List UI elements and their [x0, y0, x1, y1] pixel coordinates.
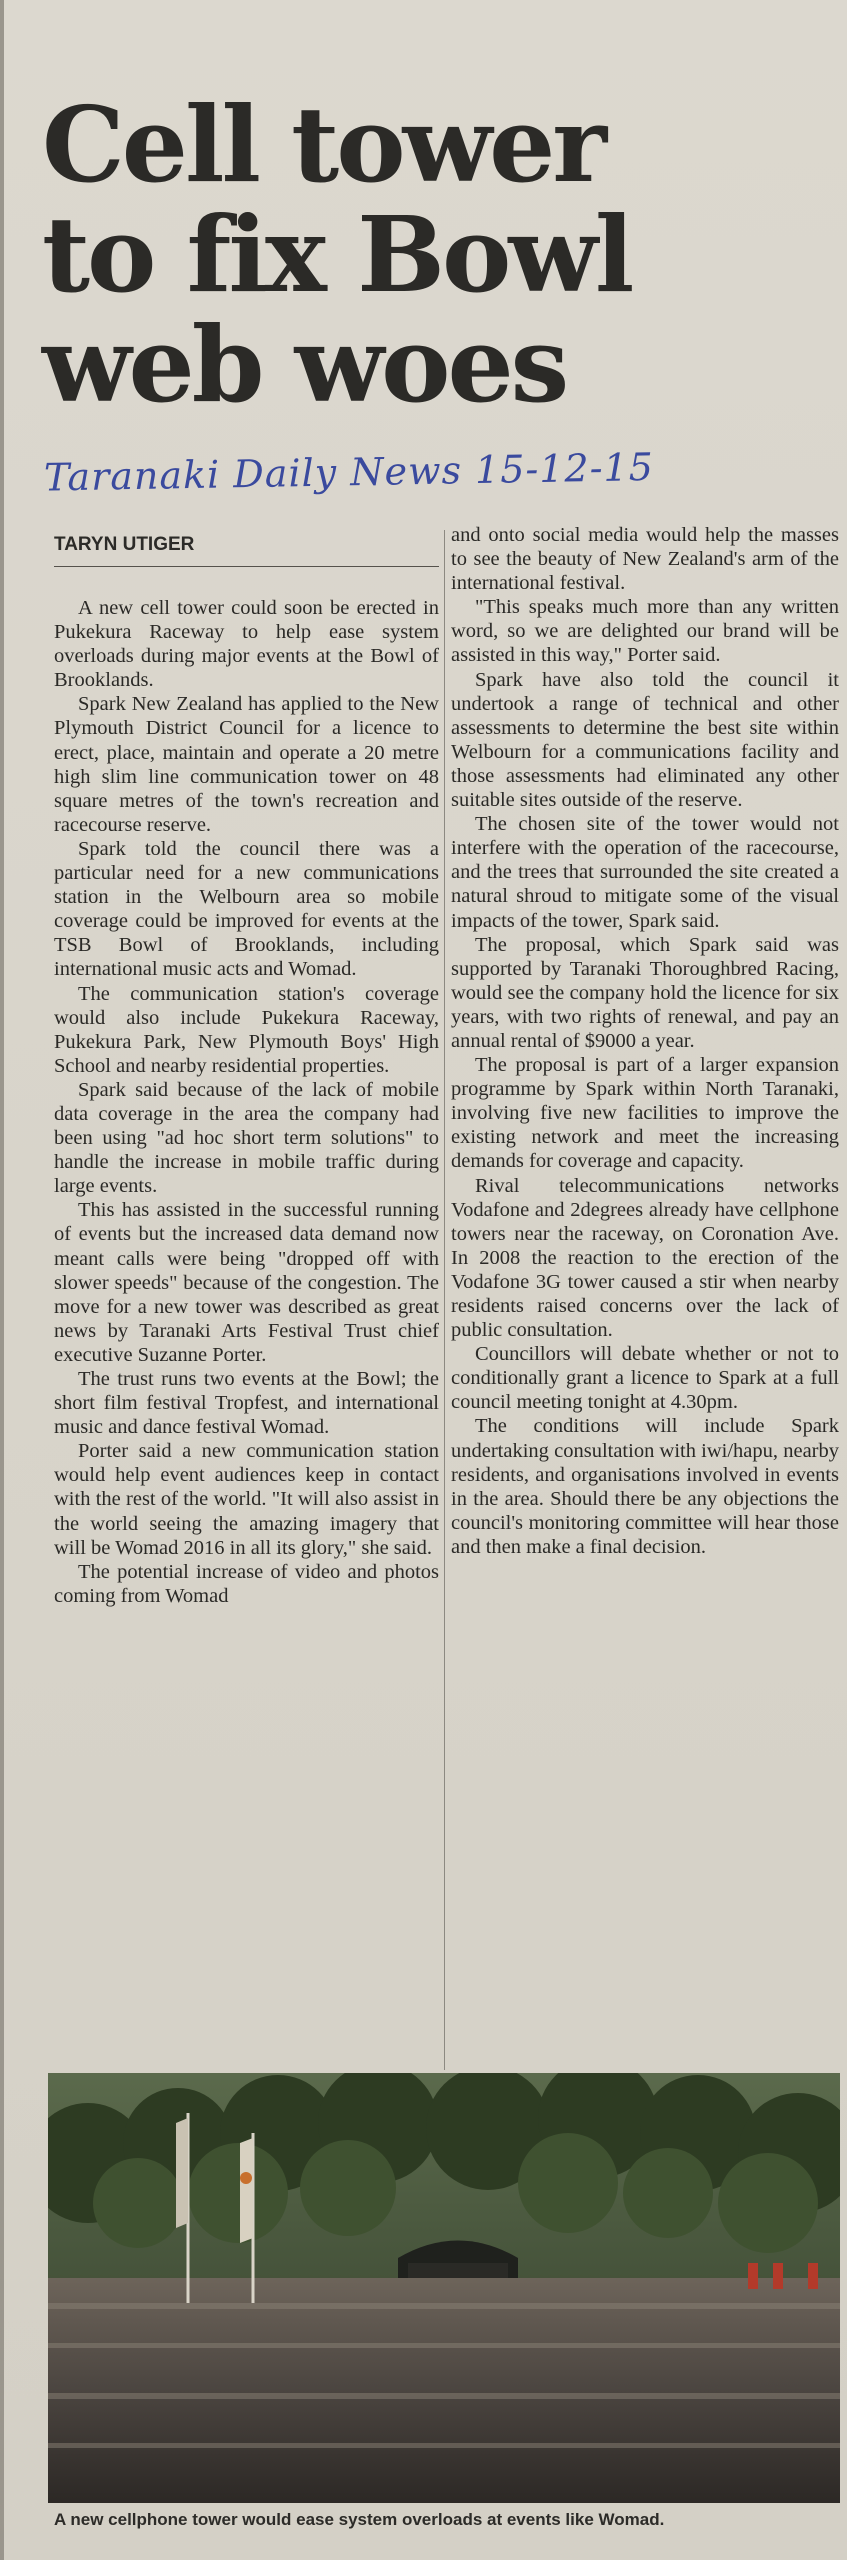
photo-caption: A new cellphone tower would ease system overloads at events like Womad.	[54, 2510, 665, 2529]
paragraph: Councillors will debate whether or not to conditionally grant a licence to Spark at a full council meeting tonight at 4.30pm.	[451, 1343, 839, 1414]
paragraph: Rival telecommunications networks Vodafone and 2degrees already have cellphone towers near the raceway, on Coronation Ave. In 2008 the reaction to the erection of the Vodafone 3G tower caused a stir when nearby residents raised concerns over the lack of public consultation.	[451, 1174, 839, 1342]
headline-line: Cell tower	[42, 82, 605, 206]
paragraph: The communication station's coverage would also include Pukekura Raceway, Pukekura Park, New Plymouth Boys' High School and nearby residential properties.	[54, 982, 439, 1077]
headline-line: to fix Bowl	[42, 192, 632, 316]
handwritten-source-note: Taranaki Daily News 15-12-15	[43, 444, 655, 500]
paragraph: Porter said a new communication station would help event audiences keep in contact with the rest of the world. "It will also assist in the world seeing the amazing imagery that will be Womad 2016 in all its glory," she said.	[54, 1440, 439, 1559]
paragraph: The trust runs two events at the Bowl; the short film festival Tropfest, and international music and dance festival Womad.	[54, 1368, 439, 1439]
column-divider	[444, 530, 445, 2070]
paragraph: A new cell tower could soon be erected in Pukekura Raceway to help ease system overloads during major events at the Bowl of Brooklands.	[54, 597, 439, 692]
paragraph: Spark New Zealand has applied to the New Plymouth District Council for a licence to erect, place, maintain and operate a 20 metre high slim line communication tower on 48 square metres of the town's recreation and racecourse reserve.	[54, 693, 439, 836]
paragraph: The potential increase of video and photos coming from Womad	[54, 1560, 439, 1607]
headline	[42, 82, 842, 426]
article-column-left	[54, 596, 439, 1608]
paragraph: and onto social media would help the masses to see the beauty of New Zealand's arm of the international festival.	[451, 524, 839, 595]
paragraph: The conditions will include Spark undertaking consultation with iwi/hapu, nearby residents, and organisations involved in events in the area. Should there be any objections the council's monitoring committee will hear those and then make a final decision.	[451, 1415, 839, 1558]
paragraph: The proposal is part of a larger expansion programme by Spark within North Taranaki, involving five new facilities to improve the existing network and meet the increasing demands for coverage and capacity.	[451, 1054, 839, 1173]
paragraph: This has assisted in the successful running of events but the increased data demand now meant calls were being "dropped off with slower speeds" because of the congestion. The move for a new tower was described as great news by Taranaki Arts Festival Trust chief executive Suzanne Porter.	[54, 1199, 439, 1366]
paragraph: The proposal, which Spark said was supported by Taranaki Thoroughbred Racing, would see the company hold the licence for six years, with two rights of renewal, and pay an annual rental of $9000 a year.	[451, 933, 839, 1052]
byline: TARYN UTIGER	[54, 534, 439, 567]
crowd-scene-illustration	[48, 2073, 840, 2503]
paragraph: "This speaks much more than any written word, so we are delighted our brand will be assisted in this way," Porter said.	[451, 596, 839, 667]
article-column-right	[451, 523, 839, 1559]
paragraph: Spark said because of the lack of mobile data coverage in the area the company had been using "ad hoc short term solutions" to handle the increase in mobile traffic during large events.	[54, 1078, 439, 1198]
headline-line: web woes	[42, 302, 567, 426]
paragraph: Spark told the council there was a particular need for a new communications station in the Welbourn area so mobile coverage could be improved for events at the TSB Bowl of Brooklands, including international music acts and Womad.	[54, 837, 439, 981]
paragraph: The chosen site of the tower would not interfere with the operation of the racecourse, and the trees that surrounded the site created a natural shroud to mitigate some of the visual impacts of the tower, Spark said.	[451, 813, 839, 932]
paragraph: Spark have also told the council it undertook a range of technical and other assessments to determine the best site within Welbourn for a communications facility and those assessments had eliminated any other suitable sites outside of the reserve.	[451, 668, 839, 812]
womad-crowd-photo	[48, 2073, 840, 2503]
